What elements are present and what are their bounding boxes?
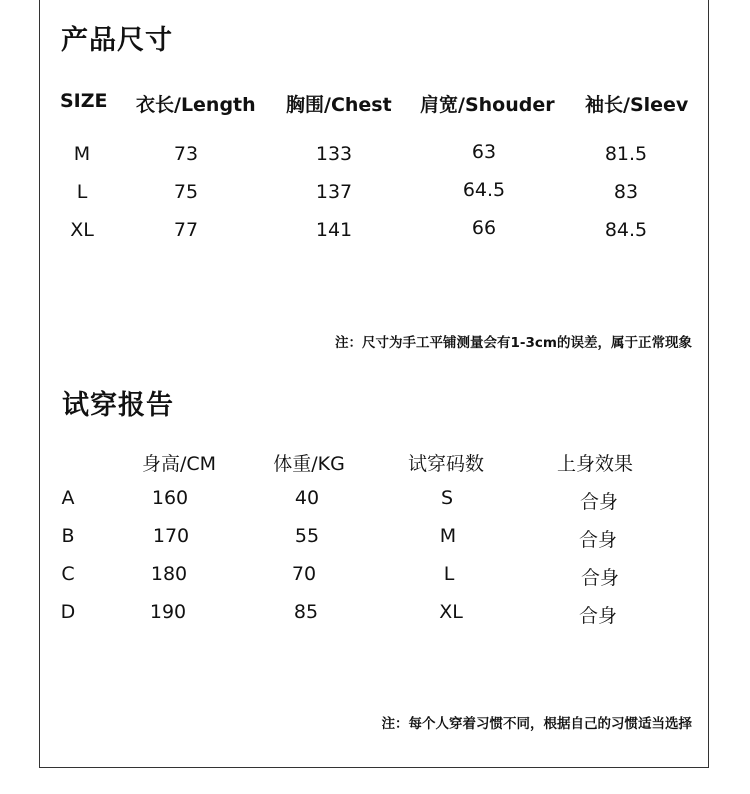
fit-cell: S bbox=[440, 487, 454, 509]
fit-cell: D bbox=[60, 601, 76, 623]
size-cell: 66 bbox=[471, 217, 497, 239]
size-section-title: 产品尺寸 bbox=[61, 25, 173, 56]
size-header-length: 衣长/Length bbox=[136, 94, 256, 116]
size-header-sleeve: 袖长/Sleev bbox=[585, 94, 689, 116]
size-cell: 63 bbox=[471, 141, 497, 163]
fit-cell: 55 bbox=[294, 525, 320, 547]
size-cell: L bbox=[76, 181, 88, 203]
fit-cell: 85 bbox=[293, 601, 319, 623]
size-cell: 77 bbox=[173, 219, 199, 241]
fit-note: 注：每个人穿着习惯不同，根据自己的习惯适当选择 bbox=[381, 716, 692, 732]
fit-header-weight: 体重/KG bbox=[273, 453, 345, 475]
fit-header-effect: 上身效果 bbox=[556, 453, 634, 475]
fit-cell: 70 bbox=[291, 563, 317, 585]
size-cell: 141 bbox=[315, 219, 353, 241]
fit-cell: L bbox=[443, 563, 455, 585]
size-note: 注：尺寸为手工平铺测量会有1-3cm的误差，属于正常现象 bbox=[335, 335, 692, 351]
fit-cell: M bbox=[439, 525, 457, 547]
fit-cell: 合身 bbox=[578, 529, 618, 551]
size-cell: 73 bbox=[173, 143, 199, 165]
fit-cell: XL bbox=[439, 601, 463, 623]
size-header-size: SIZE bbox=[60, 90, 108, 112]
size-header-shoulder: 肩宽/Shouder bbox=[420, 94, 555, 116]
size-cell: 137 bbox=[315, 181, 353, 203]
fit-cell: B bbox=[61, 525, 75, 547]
size-cell: M bbox=[73, 143, 91, 165]
size-header-chest: 胸围/Chest bbox=[286, 94, 392, 116]
fit-cell: A bbox=[61, 487, 75, 509]
fit-header-size: 试穿码数 bbox=[407, 453, 485, 475]
fit-cell: 170 bbox=[152, 525, 190, 547]
size-cell: 84.5 bbox=[604, 219, 648, 241]
size-cell: XL bbox=[70, 219, 94, 241]
fit-cell: 190 bbox=[149, 601, 187, 623]
size-cell: 75 bbox=[173, 181, 199, 203]
size-cell: 64.5 bbox=[462, 179, 506, 201]
size-cell: 83 bbox=[613, 181, 639, 203]
fit-cell: 合身 bbox=[578, 605, 618, 627]
fit-section-title: 试穿报告 bbox=[62, 390, 174, 421]
size-cell: 81.5 bbox=[604, 143, 648, 165]
size-cell: 133 bbox=[315, 143, 353, 165]
fit-cell: C bbox=[61, 563, 75, 585]
fit-cell: 合身 bbox=[580, 567, 620, 589]
fit-cell: 160 bbox=[151, 487, 189, 509]
fit-cell: 40 bbox=[294, 487, 320, 509]
fit-cell: 180 bbox=[150, 563, 188, 585]
fit-header-height: 身高/CM bbox=[141, 453, 217, 475]
fit-cell: 合身 bbox=[579, 491, 619, 513]
